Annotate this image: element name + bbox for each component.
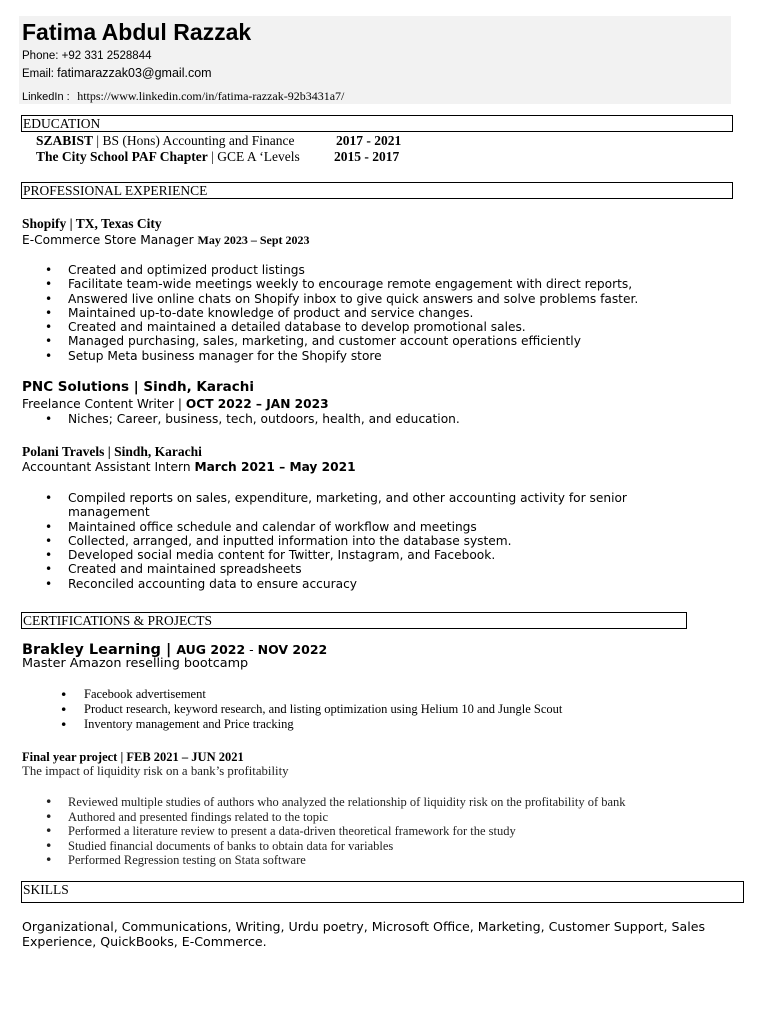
list-item: • Created and optimized product listings <box>22 263 732 277</box>
cert-title: Brakley Learning | <box>22 642 177 658</box>
list-item: • Reviewed multiple studies of authors who analyzed the relationship of liquidity risk on the profitability of bank <box>22 795 732 810</box>
list-item: • Developed social media content for Twitter, Instagram, and Facebook. <box>22 548 672 562</box>
education-heading: EDUCATION <box>21 115 733 132</box>
list-item: • Created and maintained a detailed database to develop promotional sales. <box>22 320 732 334</box>
job-role-line <box>22 459 356 475</box>
experience-heading: PROFESSIONAL EXPERIENCE <box>21 182 733 199</box>
education-row: SZABIST | BS (Hons) Accounting and Finance <box>36 133 295 148</box>
job-dates: OCT 2022 – JAN 2023 <box>185 397 329 411</box>
list-item: • Maintained office schedule and calendar of workflow and meetings <box>22 520 672 534</box>
job-bullets <box>22 491 672 591</box>
email-label: Email: <box>22 68 58 80</box>
job-role-line <box>22 396 329 412</box>
education-years: 2017 - 2021 <box>336 133 402 148</box>
list-item: • Answered live online chats on Shopify inbox to give quick answers and solve problems faster. <box>22 292 732 306</box>
job-company: Shopify | TX, Texas City <box>22 216 162 231</box>
candidate-name: Fatima Abdul Razzak <box>22 19 252 45</box>
linkedin-link[interactable]: https://www.linkedin.com/in/fatima-razzak-92b3431a7/ <box>77 89 345 103</box>
list-item: • Facebook advertisement <box>22 687 722 702</box>
list-item: • Compiled reports on sales, expenditure, marketing, and other accounting activity for senior management <box>22 491 672 520</box>
degree: GCE A ‘Levels <box>217 149 300 164</box>
job-role: Freelance Content Writer | <box>22 397 186 411</box>
education-years: 2015 - 2017 <box>334 149 400 164</box>
list-item: • Collected, arranged, and inputted information into the database system. <box>22 534 672 548</box>
job-dates: March 2021 – May 2021 <box>194 460 356 474</box>
job-bullets <box>22 263 732 363</box>
job-role: E-Commerce Store Manager <box>22 233 198 247</box>
list-item: • Created and maintained spreadsheets <box>22 562 672 576</box>
linkedin-line <box>22 89 344 104</box>
skills-heading: SKILLS <box>21 881 744 903</box>
list-item: • Inventory management and Price tracking <box>22 717 722 732</box>
email-line <box>22 66 212 81</box>
cert-date-start: AUG 2022 <box>176 642 246 657</box>
project-title: Final year project | FEB 2021 – JUN 2021 <box>22 750 244 764</box>
job-role-line <box>22 231 310 248</box>
cert-subtitle: Master Amazon reselling bootcamp <box>22 656 249 671</box>
cert-title-line: Brakley Learning | AUG 2022 - NOV 2022 <box>22 642 328 658</box>
list-item: • Performed a literature review to present a data-driven theoretical framework for the study <box>22 824 732 839</box>
school-name: The City School PAF Chapter <box>36 149 208 164</box>
email-link[interactable]: fatimarazzak03@gmail.com <box>57 66 212 80</box>
degree: BS (Hons) Accounting and Finance <box>102 133 295 148</box>
list-item: • Maintained up-to-date knowledge of product and service changes. <box>22 306 732 320</box>
skills-text: Organizational, Communications, Writing, Urdu poetry, Microsoft Office, Marketing, Customer Support, Sales Experience, QuickBooks, E-Commerce. <box>22 919 706 949</box>
job-company: PNC Solutions | Sindh, Karachi <box>22 379 255 395</box>
job-dates: May 2023 – Sept 2023 <box>197 233 310 247</box>
cert-date-end: NOV 2022 <box>257 642 328 657</box>
list-item: • Studied financial documents of banks to obtain data for variables <box>22 839 732 854</box>
list-item: • Authored and presented findings related to the topic <box>22 810 732 825</box>
list-item: • Facilitate team-wide meetings weekly to encourage remote engagement with direct reports, <box>22 277 732 291</box>
list-item: • Product research, keyword research, and listing optimization using Helium 10 and Jungle Scout <box>22 702 722 717</box>
linkedin-label: LinkedIn : <box>22 91 70 103</box>
list-item: • Reconciled accounting data to ensure accuracy <box>22 577 672 591</box>
list-item: • Setup Meta business manager for the Shopify store <box>22 349 732 363</box>
job-role: Accountant Assistant Intern <box>22 460 195 474</box>
project-subtitle: The impact of liquidity risk on a bank’s profitability <box>22 764 289 778</box>
cert-bullets <box>22 687 722 732</box>
list-item: • Managed purchasing, sales, marketing, and customer account operations efficiently <box>22 334 732 348</box>
phone-line: Phone: +92 331 2528844 <box>22 50 152 62</box>
education-row: The City School PAF Chapter | GCE A ‘Levels <box>36 149 300 164</box>
job-company: Polani Travels | Sindh, Karachi <box>22 444 202 459</box>
list-item: • Performed Regression testing on Stata software <box>22 853 732 868</box>
job-bullets <box>22 412 732 426</box>
school-name: SZABIST <box>36 133 94 148</box>
project-bullets <box>22 795 732 868</box>
certifications-heading: CERTIFICATIONS & PROJECTS <box>21 612 687 629</box>
list-item: • Niches; Career, business, tech, outdoors, health, and education. <box>22 412 732 426</box>
